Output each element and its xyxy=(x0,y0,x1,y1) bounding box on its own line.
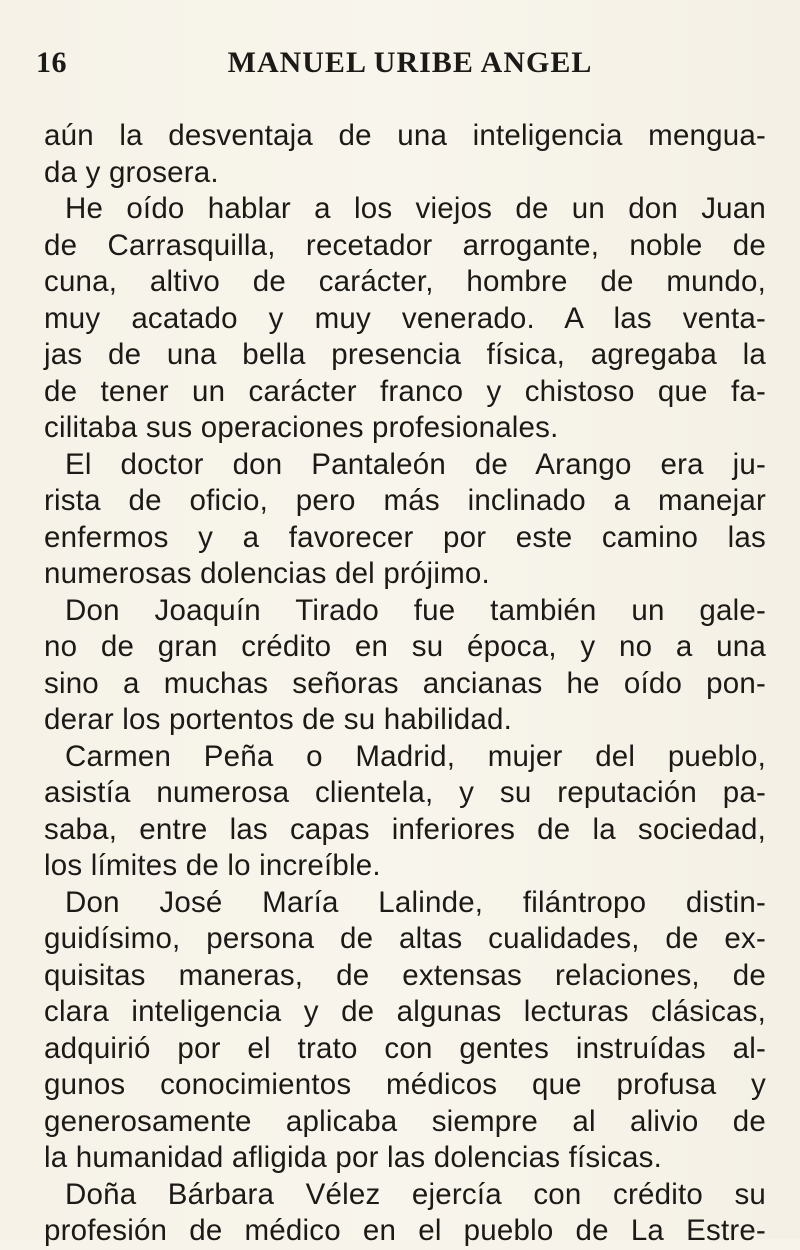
text-line: cilitaba sus operaciones profesionales. xyxy=(44,411,559,444)
body-text xyxy=(44,118,766,1250)
text-line: Don Joaquín Tirado fue también un gale- xyxy=(65,593,766,627)
text-line: rista de oficio, pero más inclinado a manejar xyxy=(44,484,766,517)
text-line: He oído hablar a los viejos de un don Juan xyxy=(65,192,766,225)
text-line: da y grosera. xyxy=(44,155,219,189)
text-line: clara inteligencia y de algunas lecturas clásicas, xyxy=(44,995,766,1028)
text-line: profesión de médico en el pueblo de La Estre- xyxy=(44,1214,766,1247)
text-line: Carmen Peña o Madrid, mujer del pueblo, xyxy=(65,739,766,773)
text-line: Doña Bárbara Vélez ejercía con crédito su xyxy=(65,1177,766,1211)
text-line: de Carrasquilla, recetador arrogante, noble de xyxy=(44,228,766,262)
running-title: MANUEL URIBE ANGEL xyxy=(227,46,593,79)
text-line: aún la desventaja de una inteligencia mengua- xyxy=(44,119,766,152)
text-line: Don José María Lalinde, filántropo distin- xyxy=(65,885,766,919)
text-line: la humanidad afligida por las dolencias físicas. xyxy=(44,1141,662,1174)
text-line: quisitas maneras, de extensas relaciones, de xyxy=(44,958,766,992)
text-line: El doctor don Pantaleón de Arango era ju- xyxy=(65,447,766,481)
text-line: de tener un carácter franco y chistoso que fa- xyxy=(44,374,766,408)
text-line: muy acatado y muy venerado. A las venta- xyxy=(44,301,766,335)
text-line: generosamente aplicaba siempre al alivio de xyxy=(44,1104,766,1138)
text-line: enfermos y a favorecer por este camino las xyxy=(44,520,766,554)
text-line: derar los portentos de su habilidad. xyxy=(44,703,513,736)
text-line: no de gran crédito en su época, y no a una xyxy=(44,630,766,663)
text-line: sino a muchas señoras ancianas he oído pon- xyxy=(44,666,766,700)
text-line: jas de una bella presencia física, agregaba la xyxy=(44,338,766,371)
text-line: asistía numerosa clientela, y su reputación pa- xyxy=(44,776,766,809)
page-number: 16 xyxy=(36,46,67,79)
text-line: guidísimo, persona de altas cualidades, de ex- xyxy=(44,922,766,955)
text-line: saba, entre las capas inferiores de la sociedad, xyxy=(44,812,766,846)
text-line: adquirió por el trato con gentes instruídas al- xyxy=(44,1031,766,1065)
text-line: los límites de lo increíble. xyxy=(44,849,381,882)
text-line: gunos conocimientos médicos que profusa y xyxy=(44,1068,766,1101)
text-line: cuna, altivo de carácter, hombre de mundo, xyxy=(44,265,766,298)
running-header xyxy=(0,40,800,90)
text-line: numerosas dolencias del prójimo. xyxy=(44,557,490,590)
